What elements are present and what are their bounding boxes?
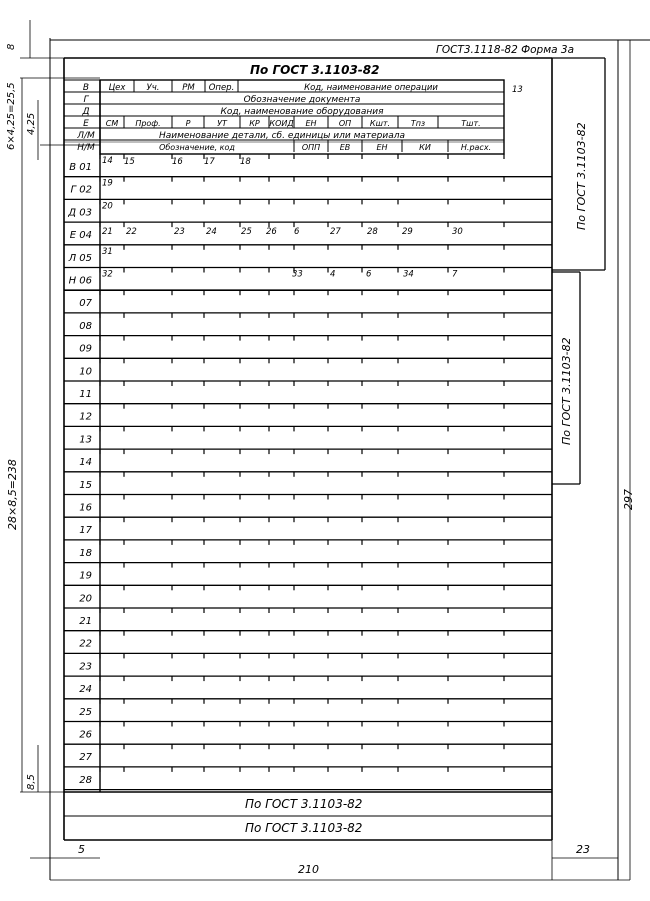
service-row-text: Код, наименование оборудования: [220, 107, 384, 117]
field-ref-number: 26: [266, 227, 277, 238]
line-number: 18: [79, 547, 92, 559]
service-cell-label: КОИД: [269, 119, 294, 128]
service-row-code: Д: [82, 107, 90, 117]
service-cell-label: ОП: [338, 119, 352, 128]
service-cell-label: Тпз: [410, 119, 426, 128]
line-number: 27: [79, 752, 92, 764]
line-number: 07: [79, 298, 92, 310]
field-ref-number: 4: [330, 269, 336, 280]
line-number: 16: [79, 502, 92, 514]
line-number: 23: [79, 661, 92, 673]
field-ref-number: 29: [402, 227, 413, 238]
line-number: 11: [79, 389, 92, 400]
service-cell-label: СМ: [105, 119, 119, 128]
service-cell-label: ОПП: [301, 143, 321, 152]
field-ref-number: 28: [367, 227, 378, 238]
service-row-code: В: [82, 83, 90, 93]
service-cell-label: Кшт.: [369, 119, 391, 128]
field-ref-number: 16: [172, 157, 183, 167]
service-cell-label: КИ: [419, 143, 431, 152]
field-ref-number: 25: [241, 227, 252, 238]
line-number: 17: [79, 525, 92, 537]
dim-left-4-25: 4,25: [26, 112, 37, 135]
line-number: 26: [79, 729, 92, 741]
field-ref-number: 34: [403, 269, 414, 280]
line-number: Е 04: [69, 230, 92, 242]
field-ref-number: 27: [330, 227, 341, 238]
bottom-reference-2: По ГОСТ 3.1103-82: [245, 821, 363, 835]
service-row-code: Е: [83, 119, 89, 129]
service-cell-label: Р: [185, 119, 191, 128]
line-number: 19: [79, 570, 92, 582]
service-cell-label: Обозначение, код: [159, 143, 235, 152]
line-number: 10: [79, 366, 92, 378]
bottom-reference-1: По ГОСТ 3.1103-82: [245, 797, 363, 811]
dim-bottom-23: 23: [576, 843, 590, 856]
service-cell-label: Код, наименование операции: [304, 83, 438, 93]
service-cell-label: ЕВ: [339, 143, 351, 152]
line-number: 08: [79, 320, 92, 332]
dim-height-297: 297: [622, 489, 635, 510]
field-ref-number: 23: [174, 227, 185, 238]
service-cell-label: Н.расх.: [460, 143, 492, 152]
service-cell-label: Проф.: [135, 119, 161, 128]
field-ref-number: 17: [204, 157, 215, 167]
line-number: 15: [79, 479, 92, 491]
dim-top-8: 8: [6, 43, 17, 50]
service-cell-label: УТ: [217, 119, 227, 128]
line-number: 13: [79, 434, 92, 446]
line-number: 28: [79, 774, 92, 786]
dim-left-main: 28×8,5=238: [6, 459, 19, 530]
service-row-code: Г: [83, 95, 89, 105]
field-ref-number: 19: [102, 178, 113, 189]
line-number: 14: [79, 457, 92, 469]
service-cell-label: Опер.: [208, 83, 235, 93]
right-reference-lower: По ГОСТ 3.1103-82: [560, 337, 573, 445]
line-number: 09: [79, 343, 92, 355]
service-ref-number: 13: [512, 85, 523, 95]
line-number: Н 06: [68, 275, 92, 287]
service-row-code: Н/М: [77, 143, 95, 153]
service-cell-label: ЕН: [305, 119, 317, 128]
service-cell-label: РМ: [182, 83, 195, 93]
field-ref-number: 20: [102, 201, 113, 212]
line-number: Л 05: [68, 252, 92, 264]
line-number: 22: [79, 638, 92, 650]
line-number: 12: [79, 411, 92, 423]
line-number: Г 02: [70, 184, 92, 196]
line-number: 20: [79, 593, 92, 605]
field-ref-number: 6: [366, 269, 372, 280]
line-number: В 01: [69, 162, 92, 173]
field-ref-number: 22: [126, 227, 137, 238]
top-reference: По ГОСТ 3.1103-82: [250, 63, 380, 77]
dim-bottom-5: 5: [78, 843, 85, 856]
line-number: Д 03: [68, 207, 92, 219]
form-label: ГОСТ3.1118-82 Форма 3а: [436, 44, 575, 56]
service-cell-label: КР: [249, 119, 260, 128]
dim-left-8-5: 8,5: [26, 774, 37, 790]
field-ref-number: 6: [294, 227, 300, 238]
field-ref-number: 33: [292, 269, 303, 280]
dim-left-upper: 6×4,25=25,5: [6, 82, 17, 150]
service-cell-label: Уч.: [146, 83, 160, 93]
field-ref-number: 31: [102, 246, 113, 257]
field-ref-number: 30: [452, 227, 463, 238]
service-row-text: Наименование детали, сб. единицы или материала: [158, 131, 406, 141]
service-cell-label: Тшт.: [461, 119, 481, 128]
line-number: 24: [79, 684, 92, 696]
line-number: 25: [79, 706, 92, 718]
service-cell-label: ЕН: [376, 143, 388, 152]
right-reference-upper: По ГОСТ 3.1103-82: [575, 122, 588, 230]
field-ref-number: 32: [102, 269, 113, 280]
service-row-text: Обозначение документа: [243, 95, 361, 105]
field-ref-number: 14: [102, 156, 113, 166]
service-cell-label: Цех: [108, 83, 126, 93]
field-ref-number: 18: [240, 157, 251, 167]
dim-width-210: 210: [298, 863, 319, 876]
line-number: 21: [79, 616, 92, 627]
field-ref-number: 7: [452, 269, 458, 280]
field-ref-number: 21: [102, 227, 113, 238]
field-ref-number: 24: [206, 227, 217, 238]
service-row-code: Л/М: [77, 131, 95, 141]
field-ref-number: 15: [124, 157, 135, 167]
